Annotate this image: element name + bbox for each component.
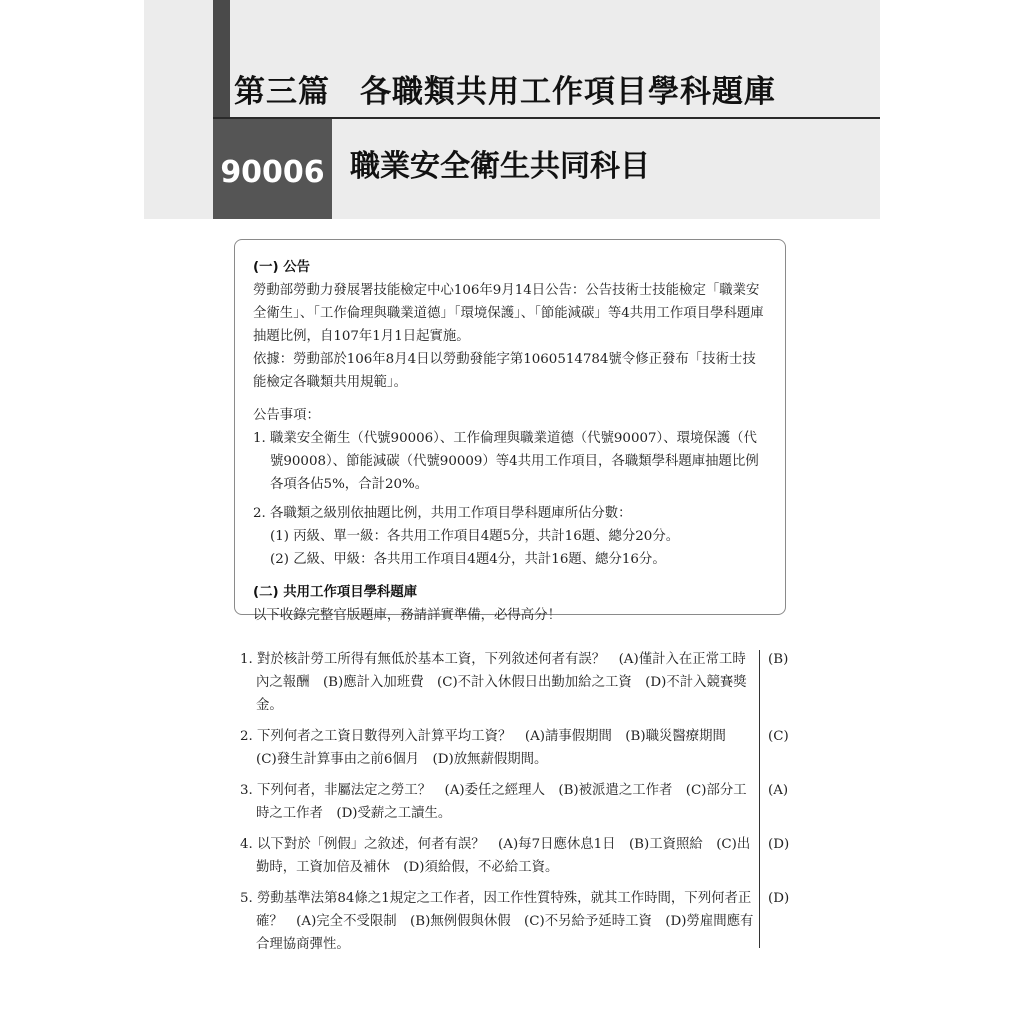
- question-text: 5. 勞動基準法第84條之1規定之工作者，因工作性質特殊，就其工作時間，下列何者正確？ (A)完全不受限制 (B)無例假與休假 (C)不另給予延時工資 (D)勞雇間應有合理協商彈性。: [240, 891, 754, 952]
- question-item: [240, 725, 800, 771]
- question-item: [240, 779, 800, 825]
- question-text: 2. 下列何者之工資日數得列入計算平均工資？ (A)請事假期間 (B)職災醫療期間 (C)發生計算事由之前6個月 (D)放無薪假期間。: [240, 729, 740, 767]
- question-answer: (A): [768, 783, 789, 798]
- answer-column-divider: [759, 650, 760, 948]
- question-text: 1. 對於核計勞工所得有無低於基本工資，下列敘述何者有誤？ (A)僅計入在正常工時內之報酬 (B)應計入加班費 (C)不計入休假日出勤加給之工資 (D)不計入競賽獎金。: [240, 652, 747, 713]
- notice-item-2-sub-2: (2) 乙級、甲級：各共用工作項目4題4分，共計16題、總分16分。: [270, 552, 666, 567]
- notice-items-label: 公告事項：: [253, 408, 320, 423]
- notice-item-2-sub-1: (1) 丙級、單一級：各共用工作項目4題5分，共計16題、總分20分。: [270, 529, 680, 544]
- question-item: [240, 833, 800, 879]
- question-text: 3. 下列何者，非屬法定之勞工？ (A)委任之經理人 (B)被派遣之工作者 (C)部分工時之工作者 (D)受薪之工讀生。: [240, 783, 747, 821]
- part-title: 各職類共用工作項目學科題庫: [360, 74, 776, 110]
- notice-item-2: 2. 各職類之級別依抽題比例，共用工作項目學科題庫所佔分數：: [253, 506, 632, 521]
- notice-panel: [234, 239, 786, 623]
- question-item: [240, 648, 800, 717]
- question-list: [240, 648, 800, 964]
- notice-section2-text: 以下收錄完整官版題庫，務請詳實準備，必得高分！: [253, 608, 561, 623]
- notice-paragraph-1: 勞動部勞動力發展署技能檢定中心106年9月14日公告：公告技術士技能檢定「職業安全衛生」、「工作倫理與職業道德」「環境保護」、「節能減碳」等4共用工作項目學科題庫抽題比例，自107年1月1日起實施。: [253, 283, 764, 344]
- part-number: 第三篇: [234, 74, 330, 110]
- question-text: 4. 以下對於「例假」之敘述，何者有誤？ (A)每7日應休息1日 (B)工資照給 (C)出勤時，工資加倍及補休 (D)須給假，不必給工資。: [240, 837, 751, 875]
- question-item: [240, 887, 800, 956]
- subject-title: 職業安全衛生共同科目: [350, 149, 650, 184]
- part-heading: [234, 68, 776, 116]
- notice-section2-title: (二) 共用工作項目學科題庫: [253, 585, 418, 600]
- notice-item-1: 1. 職業安全衛生（代號90006）、工作倫理與職業道德（代號90007）、環境保護（代號90008）、節能減碳（代號90009）等4共用工作項目，各職類學科題庫抽題比例各項各佔5%，合計20%。: [253, 431, 759, 492]
- question-answer: (C): [768, 729, 789, 744]
- question-answer: (B): [768, 652, 789, 667]
- question-answer: (D): [768, 891, 790, 906]
- question-answer: (D): [768, 837, 790, 852]
- header-accent-bar: [213, 0, 230, 118]
- subject-code-badge: 90006: [213, 119, 332, 219]
- notice-paragraph-2: 依據：勞動部於106年8月4日以勞動發能字第1060514784號令修正發布「技術士技能檢定各職類共用規範」。: [253, 352, 756, 390]
- notice-section1-title: (一) 公告: [253, 260, 311, 275]
